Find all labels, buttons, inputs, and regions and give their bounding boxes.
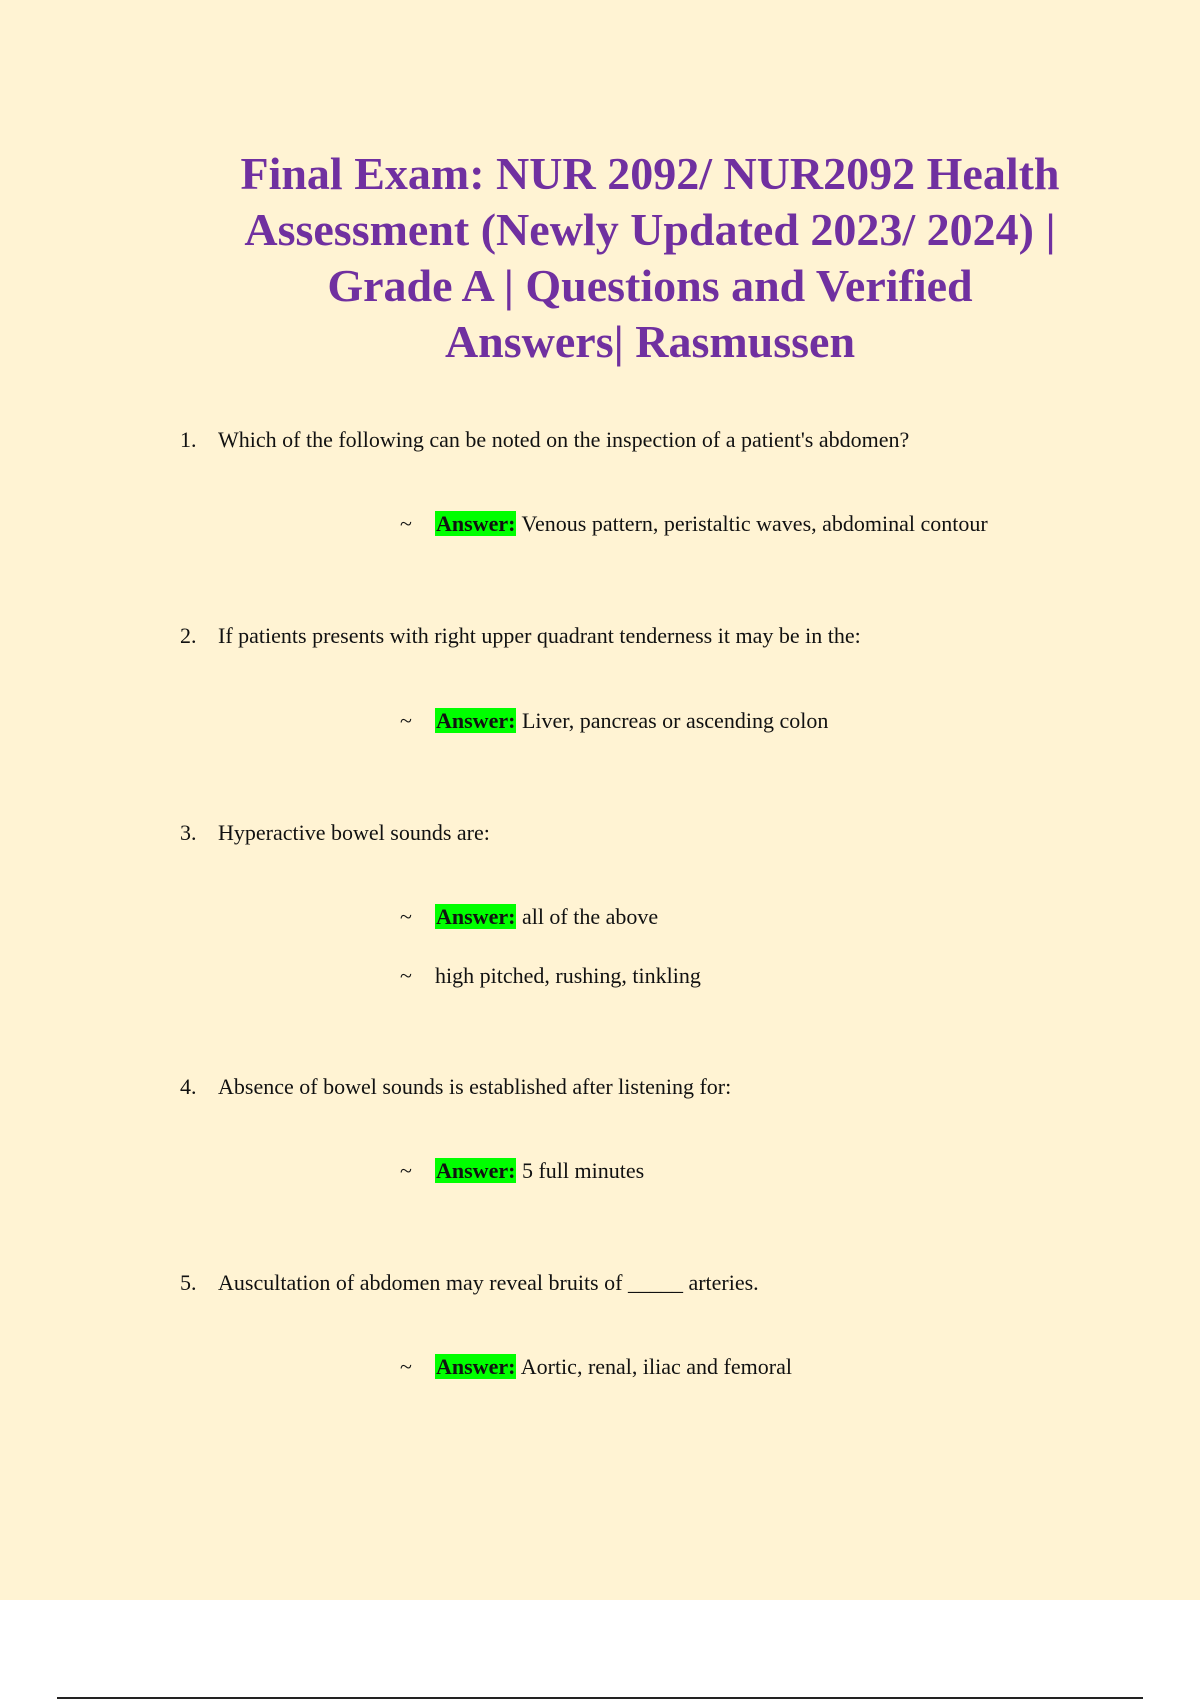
title-line: Assessment (Newly Updated 2023/ 2024) | — [244, 204, 1056, 255]
answer-4 — [400, 1157, 644, 1185]
question-text: Which of the following can be noted on the inspection of a patient's abdomen? — [218, 427, 910, 452]
answer-label: Answer: — [436, 904, 516, 929]
answer-option-3 — [400, 962, 701, 990]
question-number: 3. — [180, 820, 197, 845]
answer-1 — [400, 510, 988, 538]
answer-text: Venous pattern, peristaltic waves, abdominal contour — [521, 511, 988, 536]
tilde-bullet: ~ — [400, 708, 412, 733]
title-line: Grade A | Questions and Verified — [327, 260, 973, 311]
tilde-bullet: ~ — [400, 511, 412, 536]
title-line: Answers| Rasmussen — [444, 316, 856, 367]
answer-text: 5 full minutes — [521, 1158, 645, 1183]
answer-text: all of the above — [521, 904, 659, 929]
question-3 — [180, 819, 490, 847]
question-text: Absence of bowel sounds is established after listening for: — [218, 1074, 732, 1099]
answer-text: Aortic, renal, iliac and femoral — [520, 1354, 792, 1379]
tilde-bullet: ~ — [400, 963, 412, 988]
question-number: 2. — [180, 623, 197, 648]
title-line: Final Exam: NUR 2092/ NUR2092 Health — [240, 148, 1060, 199]
tilde-bullet: ~ — [400, 904, 412, 929]
document-title — [190, 146, 1110, 370]
answer-label: Answer: — [436, 511, 516, 536]
question-2 — [180, 622, 861, 650]
question-text: If patients presents with right upper quadrant tenderness it may be in the: — [218, 623, 861, 648]
answer-5 — [400, 1353, 792, 1381]
answer-label: Answer: — [436, 708, 516, 733]
question-number: 5. — [180, 1270, 197, 1295]
question-number: 1. — [180, 427, 197, 452]
answer-3 — [400, 903, 658, 931]
question-4 — [180, 1073, 731, 1101]
question-5 — [180, 1269, 759, 1297]
tilde-bullet: ~ — [400, 1354, 412, 1379]
option-text: high pitched, rushing, tinkling — [435, 963, 701, 988]
question-1 — [180, 426, 909, 454]
tilde-bullet: ~ — [400, 1158, 412, 1183]
answer-label: Answer: — [436, 1354, 516, 1379]
footer-divider — [57, 1697, 1143, 1699]
question-number: 4. — [180, 1074, 197, 1099]
answer-2 — [400, 707, 828, 735]
answer-label: Answer: — [436, 1158, 516, 1183]
answer-text: Liver, pancreas or ascending colon — [521, 708, 829, 733]
question-text: Auscultation of abdomen may reveal bruits of _____ arteries. — [218, 1270, 759, 1295]
question-text: Hyperactive bowel sounds are: — [218, 820, 490, 845]
